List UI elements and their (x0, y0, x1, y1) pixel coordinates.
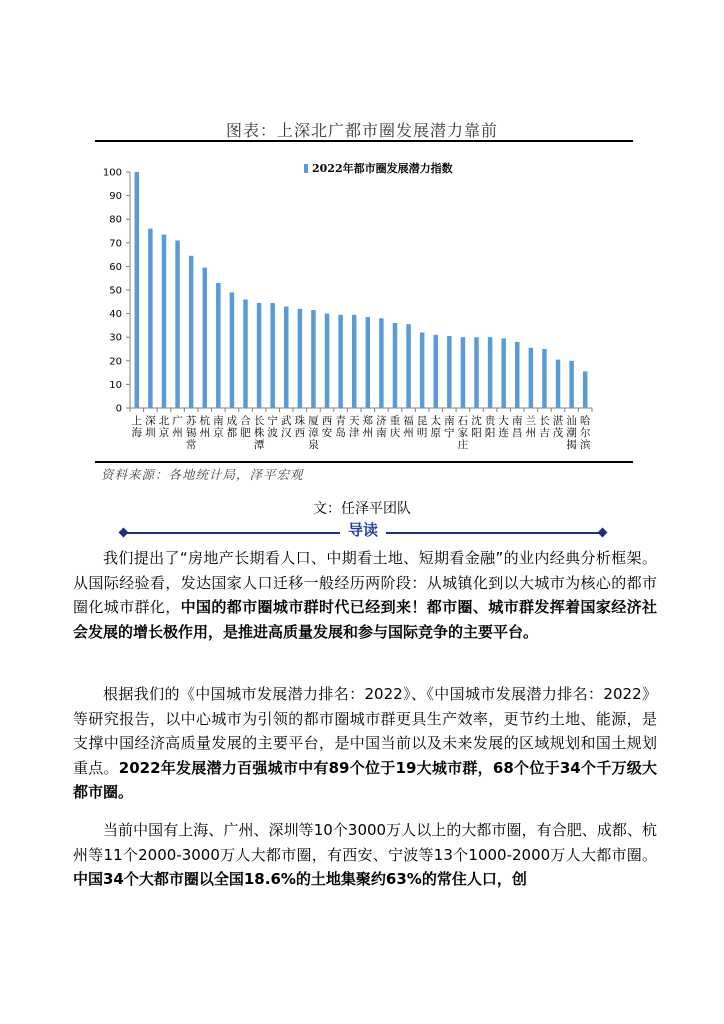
y-tick-label: 90 (109, 191, 122, 203)
bar (243, 299, 248, 408)
x-tick-label: 贵阳 (484, 415, 496, 439)
paragraph-2-text: 根据我们的《中国城市发展潜力排名：2022》、《中国城市发展潜力排名：2022》等研究报告，以中心城市为引领的都市圈城市群更具生产效率，更节约土地、能源，是支撑中国经济高质量发展的主要平台，是中国当前以及未来发展的区域规划和国土规划重点。 (73, 685, 657, 777)
x-tick-label: 昆明 (416, 415, 428, 439)
x-tick-label: 北京 (158, 415, 170, 439)
paragraph-2-bold: 2022年发展潜力百强城市中有89个位于19大城市群，68个位于34个千万级大都市圈。 (73, 758, 657, 801)
bar (488, 337, 493, 408)
bar (298, 309, 303, 408)
y-tick-label: 60 (109, 261, 122, 273)
bar (501, 338, 506, 408)
y-tick-label: 40 (109, 309, 122, 321)
y-tick-label: 80 (109, 214, 122, 226)
x-tick-label: 南昌 (512, 415, 523, 439)
x-tick-label: 福州 (403, 415, 414, 439)
x-tick-label: 南宁 (444, 415, 455, 439)
x-tick-label: 深圳 (145, 415, 156, 439)
bar-chart (95, 150, 633, 460)
x-tick-label: 沈阳 (471, 415, 482, 439)
x-tick-label: 长吉 (539, 415, 550, 439)
paragraph-1-text: 我们提出了“房地产长期看人口、中期看土地、短期看金融”的业内经典分析框架。从国际经验看，发达国家人口迁移一般经历两阶段：从城镇化到以大城市为核心的都市圈化城市群化， (73, 549, 657, 616)
x-tick-label: 苏锡常 (185, 415, 197, 451)
bar (379, 318, 384, 408)
legend-label: 2022年都市圈发展潜力指数 (312, 162, 453, 175)
x-tick-label: 重庆 (389, 415, 401, 439)
x-tick-label: 珠西 (294, 415, 306, 439)
bar (366, 317, 371, 408)
y-tick-label: 50 (109, 285, 122, 297)
bar (270, 303, 275, 408)
bar (311, 310, 316, 408)
x-tick-label: 宁波 (267, 415, 278, 439)
paragraph-1-bold: 中国的都市圈城市群时代已经到来！都市圈、城市群发挥着国家经济社会发展的增长极作用，是推进高质量发展和参与国际竞争的主要平台。 (73, 598, 657, 641)
bar (257, 303, 262, 408)
bar (230, 292, 235, 408)
figure-source: 资料来源：各地统计局，泽平宏观 (101, 467, 304, 482)
figure-caption: 图表：上深北广都市圈发展潜力靠前 (225, 121, 498, 140)
bar (175, 240, 180, 408)
bar (216, 283, 221, 408)
bar (406, 324, 411, 408)
paragraph-3-bold: 中国34个大都市圈以全国18.6%的土地集聚约63%的常住人口，创 (73, 870, 527, 888)
guide-heading: 导读 (340, 519, 386, 540)
x-tick-label: 广州 (172, 415, 183, 439)
y-tick-label: 0 (115, 403, 122, 415)
bar (583, 371, 588, 408)
x-tick-label: 杭州 (199, 415, 210, 439)
x-tick-label: 哈尔滨 (579, 415, 591, 451)
bar (420, 332, 425, 408)
bar (569, 361, 574, 408)
bar (148, 229, 153, 408)
bar (474, 337, 479, 408)
bar (515, 342, 520, 408)
x-tick-label: 汕潮揭 (566, 415, 577, 451)
bar (325, 314, 330, 408)
x-tick-label: 南京 (213, 415, 224, 439)
bar (556, 360, 561, 408)
bar (433, 335, 438, 408)
paragraph-1 (73, 546, 657, 644)
x-tick-label: 太原 (430, 415, 441, 439)
figure-top-rule (95, 140, 633, 142)
y-tick-label: 30 (109, 332, 122, 344)
legend-swatch (304, 164, 308, 173)
x-tick-label: 西安 (321, 415, 333, 439)
x-tick-label: 天津 (348, 415, 360, 439)
bar (162, 235, 167, 408)
bar (447, 336, 452, 408)
y-tick-label: 70 (109, 238, 122, 250)
x-tick-label: 成都 (226, 415, 238, 439)
x-tick-label: 青岛 (335, 415, 346, 439)
paragraph-2 (73, 682, 657, 805)
y-tick-label: 20 (109, 356, 122, 368)
diamond-right-icon (598, 528, 608, 538)
bar (135, 172, 140, 408)
bar (352, 315, 357, 408)
paragraph-3-text: 当前中国有上海、广州、深圳等10个3000万人以上的大都市圈，有合肥、成都、杭州等11个2000-3000万人大都市圈，有西安、宁波等13个1000-2000万人大都市圈。 (73, 821, 657, 864)
paragraph-3 (73, 818, 657, 892)
diamond-left-icon (119, 528, 129, 538)
bar (393, 323, 398, 408)
x-tick-label: 上海 (131, 415, 143, 439)
figure-bottom-rule (95, 461, 633, 463)
x-tick-label: 郑州 (362, 415, 374, 439)
bar (529, 348, 534, 408)
x-tick-label: 厦漳泉 (308, 415, 319, 451)
guide-divider (118, 519, 608, 541)
x-tick-label: 武汉 (281, 415, 292, 439)
x-tick-label: 石家庄 (457, 415, 469, 451)
bar (189, 256, 194, 408)
x-tick-label: 湛茂 (552, 415, 564, 439)
y-tick-label: 100 (102, 167, 122, 179)
y-tick-label: 10 (109, 379, 122, 391)
x-tick-label: 济南 (376, 415, 387, 439)
bar (461, 337, 466, 408)
bar (202, 268, 207, 408)
x-tick-label: 大连 (498, 415, 509, 439)
bar (284, 307, 289, 408)
x-tick-label: 合肥 (240, 415, 251, 439)
bar (338, 315, 343, 408)
author-line: 文：任泽平团队 (313, 501, 411, 517)
x-tick-label: 兰州 (525, 415, 537, 439)
bar (542, 349, 547, 408)
x-tick-label: 长株潭 (253, 415, 265, 451)
